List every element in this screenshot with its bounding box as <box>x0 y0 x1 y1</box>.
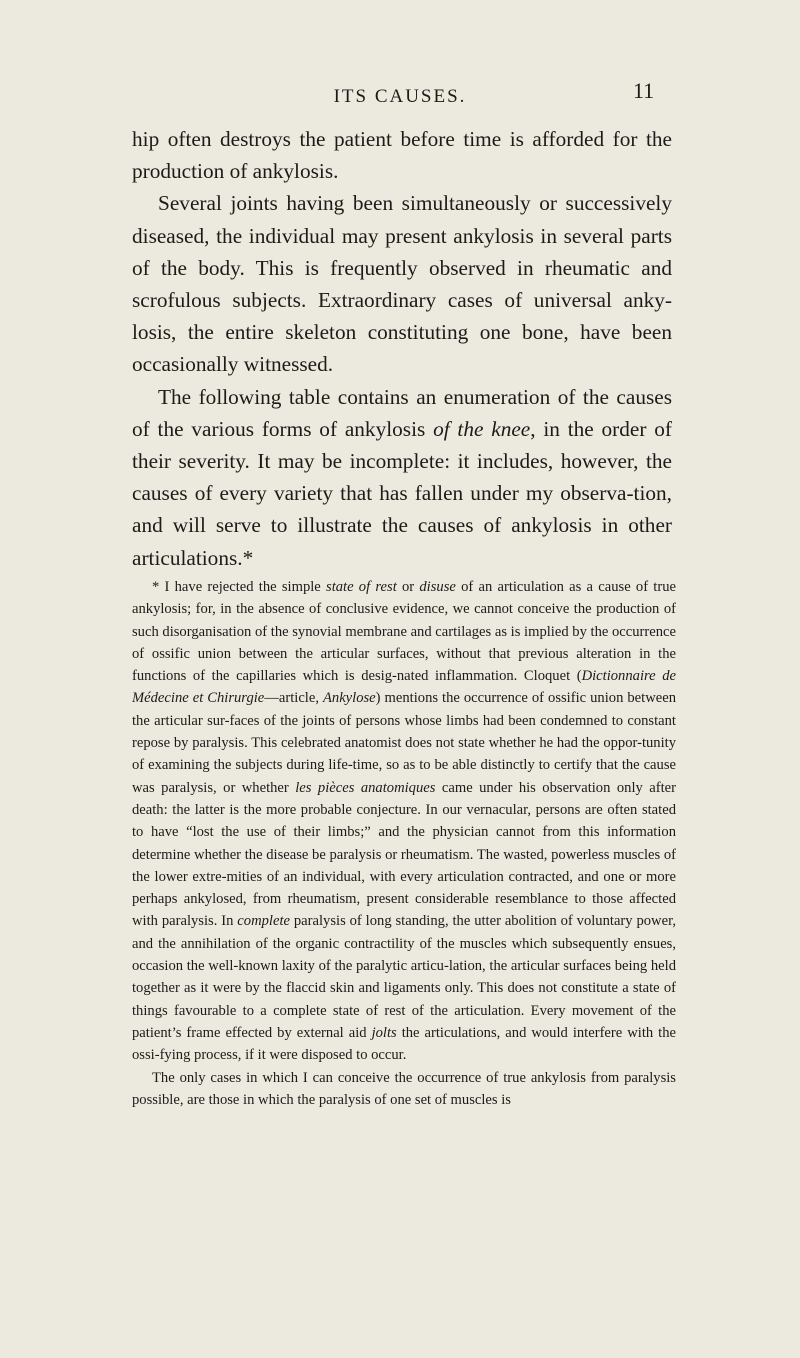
footnote-paragraph-2: The only cases in which I can conceive the occurrence of true ankylosis from paralysis possible, are those in which the paralysis of one set of muscles is <box>132 1069 676 1108</box>
paragraph-2: Several joints having been simultaneously or successively diseased, the individual may present ankylosis in several parts of the body. This is frequently observed in rheumatic and scrofulous subjects. Extraordinary cases of universal anky-losis, the entire skeleton constituting one bone, have been occasionally witnessed. <box>132 191 672 377</box>
text-run: ) mentions the occurrence of ossific union between the articular sur-faces of the joints of persons whose limbs had been condemned to constant repose by paralysis. This celebrated anatomist does not state whether he had the oppor-tunity of examining the subjects during life-time, so as to be able distinctly to certify that the cause was paralysis, or whether <box>132 690 676 796</box>
emphasis: complete <box>237 913 290 930</box>
paragraph-3 <box>132 381 672 574</box>
main-text <box>132 123 672 574</box>
text-run: —article, <box>264 690 323 707</box>
emphasis: disuse <box>419 579 456 595</box>
text-run: the articulations, and would interfere with the ossi-fying process, if it were disposed to occur. <box>132 1024 676 1064</box>
text-run: of an articulation as a cause of true ankylosis; for, in the absence of conclusive evidence, we cannot conceive the production of such disorganisation of the synovial membrane and cartilages as is implied by the occurrence of ossific union between the articular surfaces, without that previous alteration in the functions of the capillaries which is desig-nated inflammation. Cloquet ( <box>132 579 676 685</box>
emphasis: of the knee <box>433 416 531 441</box>
emphasis: les pièces anatomiques <box>295 779 436 796</box>
emphasis: Dictionnaire de Médecine et Chirurgie <box>132 668 676 707</box>
text-run: or <box>396 579 420 595</box>
footnote <box>132 576 676 1111</box>
text-run: * I have rejected the simple <box>152 579 327 595</box>
emphasis: jolts <box>371 1024 397 1041</box>
emphasis: Ankylose <box>322 690 376 707</box>
footnote-paragraph-1 <box>132 576 676 1067</box>
text-run: , in the order of their severity. It may be incomplete: it includes, however, the causes of every variety that has fallen under my observa-tion, and will serve to illustrate the causes of ankylosis in other articulations.* <box>132 416 672 570</box>
text-run: paralysis of long standing, the utter abolition of voluntary power, and the annihilation of the organic contractility of the muscles which subsequently ensues, occasion the well-known laxity of the paralytic articu-lation, the articular surfaces being held together as it were by the flaccid skin and ligaments only. This does not constitute a state of things favourable to a complete state of rest of the articulation. Every movement of the patient’s frame effected by external aid <box>132 913 676 1041</box>
running-head: ITS CAUSES. <box>333 86 467 107</box>
page-number: 11 <box>633 78 655 103</box>
text-run: The following table contains an enumeration of the causes of the various forms of ankylosis <box>132 384 672 441</box>
text-run: came under his observation only after death: the latter is the more probable conjecture. In our vernacular, persons are often stated to have “lost the use of their limbs;” and the physician cannot from this information determine whether the disease be paralysis or rheumatism. The wasted, powerless muscles of the lower extre-mities of an individual, with every articulation contracted, and one or more perhaps ankylosed, from rheumatism, present considerable resemblance to those affected with paralysis. In <box>132 779 676 930</box>
paragraph-1: hip often destroys the patient before time is afforded for the production of ankylosis. <box>132 127 672 184</box>
emphasis: state of rest <box>326 579 397 595</box>
